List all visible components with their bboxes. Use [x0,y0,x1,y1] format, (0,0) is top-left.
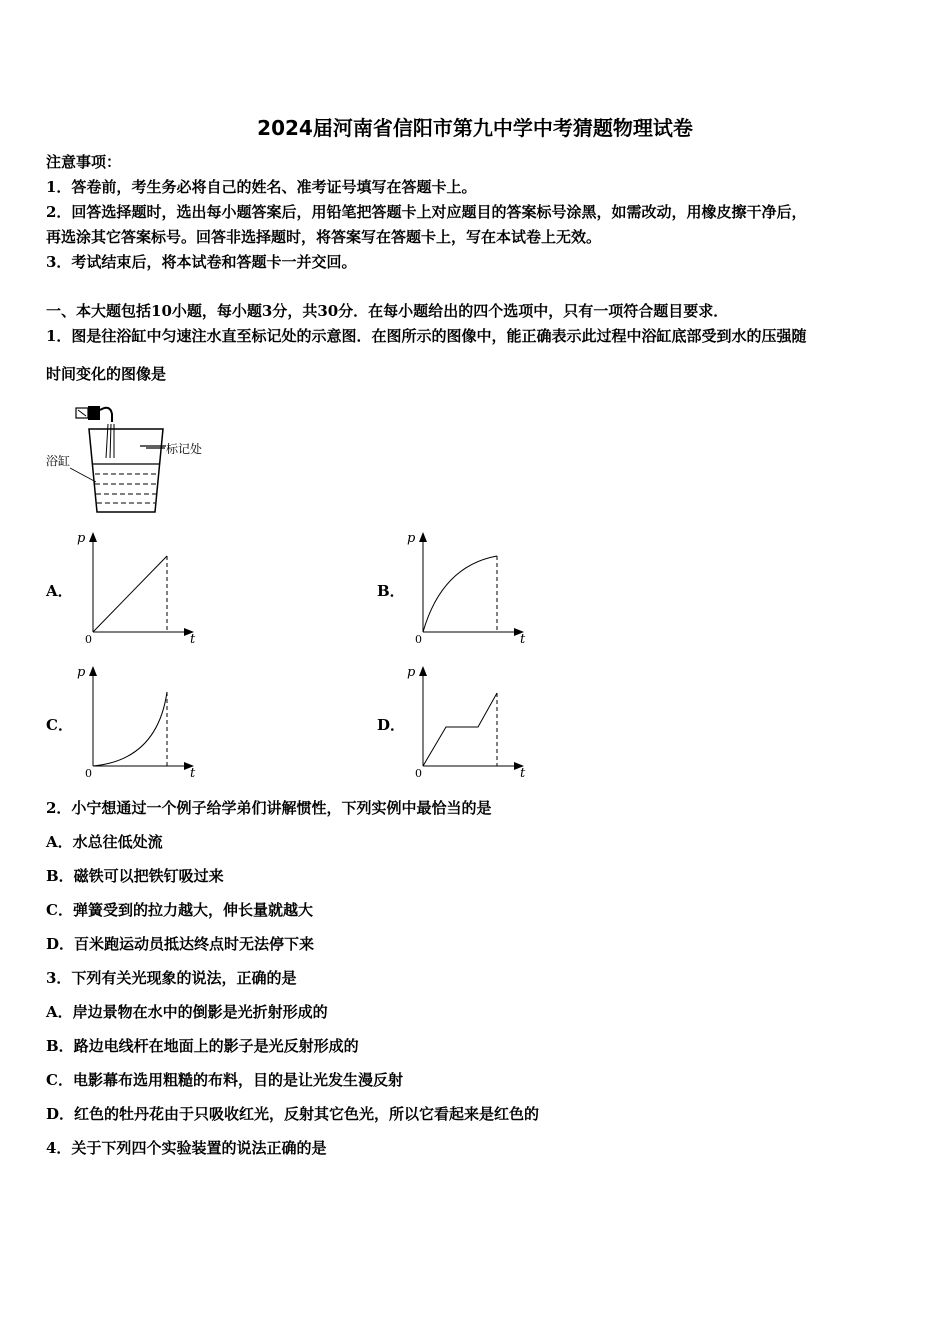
question-2-stem: 2．小宁想通过一个例子给学弟们讲解惯性，下列实例中最恰当的是 [46,799,492,817]
graph-b-y-label: p [407,531,416,546]
option-d-label: D． [377,716,406,734]
bathtub-label: 浴缸 [46,454,71,468]
graph-c-curve [93,692,167,766]
graph-a [72,526,202,648]
graph-d-y-label: p [407,665,416,680]
question-3-option-d: D．红色的牡丹花由于只吸收红光，反射其它色光，所以它看起来是红色的 [46,1105,540,1123]
bathtub-outline [89,429,163,512]
graph-b-curve [423,556,497,632]
mark-label: 标记处 [166,442,203,456]
page-title: 2024届河南省信阳市第九中学中考猜题物理试卷 [257,116,693,140]
option-b-label: B． [377,582,405,600]
graph-b [402,526,532,648]
notice-item-2-line-1: 2．回答选择题时，选出每小题答案后，用铅笔把答题卡上对应题目的答案标号涂黑，如需改动，用橡皮擦干净后， [46,203,807,221]
notice-item-3: 3．考试结束后，将本试卷和答题卡一并交回。 [46,253,357,271]
question-1-stem-line-1: 1．图是往浴缸中匀速注水直至标记处的示意图．在图所示的图像中，能正确表示此过程中浴缸底部受到水的压强随 [46,327,807,345]
question-4-stem: 4．关于下列四个实验装置的说法正确的是 [46,1139,327,1157]
graph-d-origin: 0 [415,767,422,780]
graph-c-y-label: p [77,665,86,680]
graph-d-x-label: t [520,766,526,781]
graph-a-x-label: t [190,632,196,647]
question-2-option-a: A．水总往低处流 [46,833,163,851]
graph-c-origin: 0 [85,767,92,780]
graph-b-origin: 0 [415,633,422,646]
question-3-stem: 3．下列有关光现象的说法，正确的是 [46,969,297,987]
option-c-label: C． [46,716,73,734]
tap-spout-icon [100,408,112,422]
question-3-option-c: C．电影幕布选用粗糙的布料，目的是让光发生漫反射 [46,1071,403,1089]
question-1-stem-line-2: 时间变化的图像是 [46,365,167,383]
option-a-label: A． [46,582,73,600]
graph-d [402,660,532,782]
notice-item-2-line-2: 再选涂其它答案标号。回答非选择题时，将答案写在答题卡上，写在本试卷上无效。 [46,228,602,246]
bathtub-figure [40,398,220,520]
tap-body-icon [88,406,100,420]
graph-a-origin: 0 [85,633,92,646]
question-2-option-b: B．磁铁可以把铁钉吸过来 [46,867,224,885]
section-1-instructions: 一、本大题包括10小题，每小题3分，共30分．在每小题给出的四个选项中，只有一项符合题目要求． [46,302,729,320]
graph-d-curve [423,693,497,766]
notice-item-1: 1．答卷前，考生务必将自己的姓名、准考证号填写在答题卡上。 [46,178,477,196]
question-2-option-c: C．弹簧受到的拉力越大，伸长量就越大 [46,901,313,919]
question-3-option-b: B．路边电线杆在地面上的影子是光反射形成的 [46,1037,359,1055]
graph-a-curve [93,556,167,632]
graph-c-x-label: t [190,766,196,781]
graph-a-y-label: p [77,531,86,546]
graph-b-x-label: t [520,632,526,647]
notice-heading: 注意事项： [46,153,122,171]
graph-c [72,660,202,782]
question-3-option-a: A．岸边景物在水中的倒影是光折射形成的 [46,1003,328,1021]
question-2-option-d: D．百米跑运动员抵达终点时无法停下来 [46,935,315,953]
